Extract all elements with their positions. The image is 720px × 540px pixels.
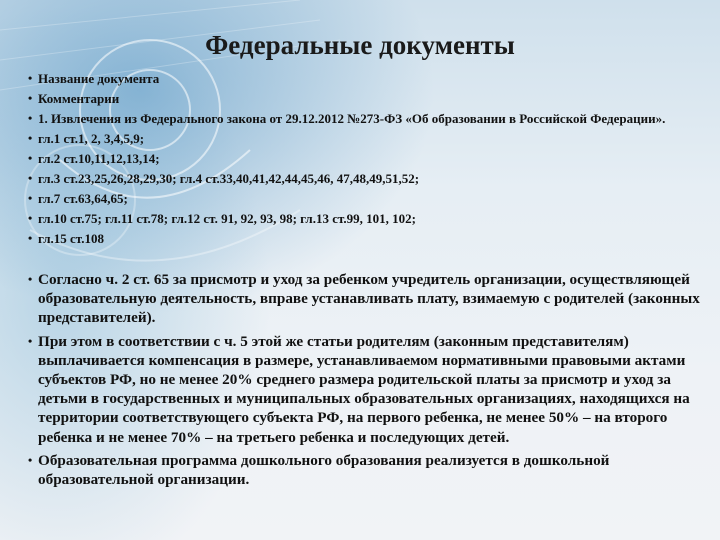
document-list [28, 70, 700, 493]
list-item [28, 150, 700, 167]
list-item-text: гл.15 ст.108 [38, 231, 104, 246]
bullet-icon: • [28, 211, 33, 225]
list-item-text: Комментарии [38, 91, 120, 106]
list-item [28, 70, 700, 87]
list-item-text: гл.1 ст.1, 2, 3,4,5,9; [38, 131, 145, 146]
bullet-icon: • [28, 191, 33, 205]
paragraph-item [28, 270, 700, 328]
paragraph-text: Согласно ч. 2 ст. 65 за присмотр и уход за ребенком учредитель организации, осуществляющей образовательную деятельность, вправе устанавливать плату, взимаемую с родителей (законных представителей). [38, 271, 700, 327]
list-item [28, 230, 700, 247]
list-item [28, 210, 700, 227]
slide-title: Федеральные документы [205, 30, 515, 60]
list-item-text: 1. Извлечения из Федерального закона от 29.12.2012 №273-ФЗ «Об образовании в Российской Федерации». [38, 111, 666, 126]
bullet-icon: • [28, 111, 33, 125]
list-item-text: гл.7 ст.63,64,65; [38, 191, 128, 206]
list-item-text: гл.10 ст.75; гл.11 ст.78; гл.12 ст. 91, 92, 93, 98; гл.13 ст.99, 101, 102; [38, 211, 416, 226]
deco-line [0, 0, 300, 30]
bullet-icon: • [28, 71, 33, 85]
bullet-icon: • [28, 333, 33, 348]
list-item [28, 110, 700, 127]
list-item [28, 170, 700, 187]
bullet-icon: • [28, 452, 33, 467]
bullet-icon: • [28, 171, 33, 185]
bullet-icon: • [28, 231, 33, 245]
list-item [28, 130, 700, 147]
paragraph-text: При этом в соответствии с ч. 5 этой же статьи родителям (законным представителям) выплачивается компенсация в размере, устанавливаемом нормативными правовыми актами субъектов РФ, но не менее 20% среднего размера родительской платы за присмотр и уход за детьми в государственных и муниципальных образовательных организациях, находящихся на территории соответствующего субъекта РФ, на первого ребенка, не менее 50% – на второго ребенка и не менее 70% – на третьего ребенка и последующих детей. [38, 332, 690, 446]
list-item-text: гл.3 ст.23,25,26,28,29,30; гл.4 ст.33,40,41,42,44,45,46, 47,48,49,51,52; [38, 171, 420, 186]
bullet-icon: • [28, 272, 33, 286]
paragraph-text: Образовательная программа дошкольного образования реализуется в дошкольной образовательной организации. [38, 451, 610, 489]
spacer [28, 250, 700, 270]
list-item-text: Название документа [38, 71, 160, 86]
list-item [28, 190, 700, 207]
bullet-icon: • [28, 91, 33, 105]
paragraph-item [28, 451, 700, 489]
list-item [28, 90, 700, 107]
bullet-icon: • [28, 131, 33, 145]
bullet-icon: • [28, 151, 33, 165]
paragraph-item [28, 332, 700, 447]
list-item-text: гл.2 ст.10,11,12,13,14; [38, 151, 160, 166]
